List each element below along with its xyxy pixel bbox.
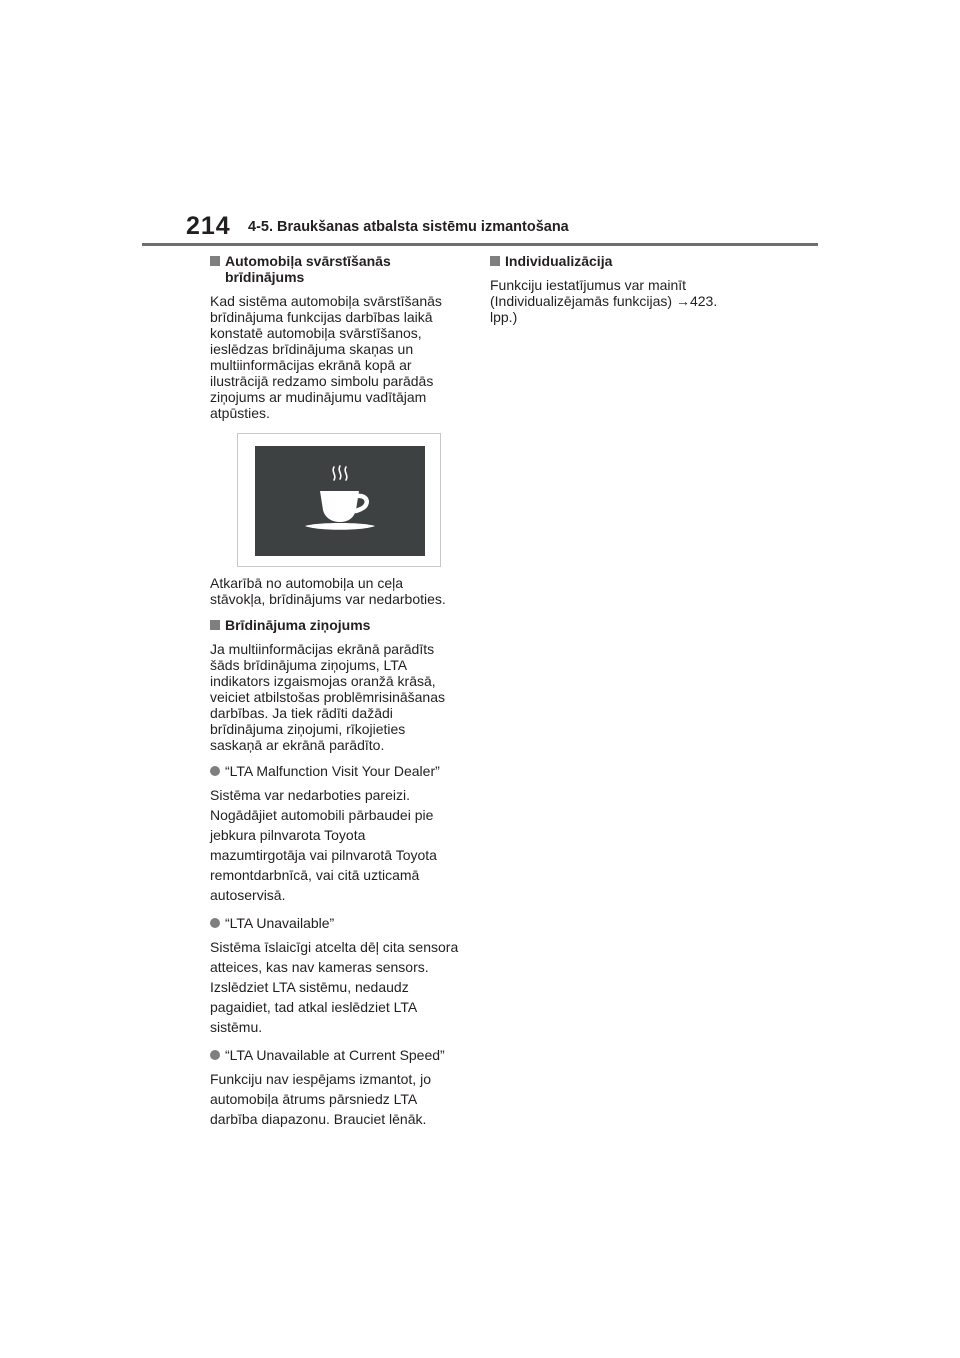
warning-message-heading <box>210 617 470 633</box>
customization-text: Funkciju iestatījumus var mainīt (Individualizējamās funkcijas) →423. lpp.) <box>490 277 718 325</box>
availability-note: Atkarībā no automobiļa un ceļa stāvokļa, brīdinājums var nedarboties. <box>210 575 446 607</box>
bullet-text: Funkciju nav iespējams izmantot, jo automobiļa ātrums pārsniedz LTA darbība diapazonu. Brauciet lēnāk. <box>210 1071 431 1127</box>
section-title: 4-5. Braukšanas atbalsta sistēmu izmantošana <box>248 219 569 235</box>
bullet-dot-icon <box>210 766 220 776</box>
multi-information-display <box>255 446 425 556</box>
sway-warning-heading-text: Automobiļa svārstīšanās brīdinājums <box>225 253 391 285</box>
bullet-text: Sistēma īslaicīgi atcelta dēļ cita sensora atteices, kas nav kameras sensors. Izslēdziet LTA sistēmu, nedaudz pagaidiet, tad atkal ieslēdziet LTA sistēmu. <box>210 939 459 1035</box>
bullet-text: Sistēma var nedarboties pareizi. Nogādājiet automobili pārbaudei pie jebkura pilnvarota Toyota mazumtirgotāja vai pilnvarotā Toyota remontdarbnīcā, vai citā uzticamā autoservisā. <box>210 787 437 903</box>
square-marker-icon <box>490 256 500 266</box>
customization-heading-text: Individualizācija <box>505 253 613 269</box>
bullet-title: “LTA Unavailable” <box>225 915 335 931</box>
sway-warning-heading <box>210 253 470 285</box>
right-column <box>490 253 750 333</box>
square-marker-icon <box>210 256 220 266</box>
bullet-item-unavailable-speed <box>210 1047 470 1063</box>
bullet-item-unavailable <box>210 915 470 931</box>
bullet-dot-icon <box>210 918 220 928</box>
warning-figure <box>237 433 441 567</box>
bullet-title: “LTA Unavailable at Current Speed” <box>225 1047 445 1063</box>
coffee-cup-icon <box>255 446 425 556</box>
warning-message-text: Ja multiinformācijas ekrānā parādīts šāds brīdinājuma ziņojums, LTA indikators izgaismojas oranžā krāsā, veiciet atbilstošas problēmrisināšanas darbības. Ja tiek rādīti dažādi brīdinājuma ziņojumi, rīkojieties saskaņā ar ekrānā parādīto. <box>210 641 445 753</box>
header-rule <box>142 243 818 246</box>
square-marker-icon <box>210 620 220 630</box>
bullet-dot-icon <box>210 1050 220 1060</box>
bullet-item-malfunction <box>210 763 470 779</box>
left-column <box>210 253 470 1135</box>
customization-heading <box>490 253 750 269</box>
page-number: 214 <box>186 212 231 240</box>
warning-message-heading-text: Brīdinājuma ziņojums <box>225 617 371 633</box>
bullet-title: “LTA Malfunction Visit Your Dealer” <box>225 763 440 779</box>
sway-warning-text: Kad sistēma automobiļa svārstīšanās brīdinājuma funkcijas darbības laikā konstatē automobiļa svārstīšanos, ieslēdzas brīdinājuma skaņas un multiinformācijas ekrānā kopā ar ilustrācijā redzamo simbolu parādās ziņojums ar mudinājumu vadītājam atpūsties. <box>210 293 442 421</box>
